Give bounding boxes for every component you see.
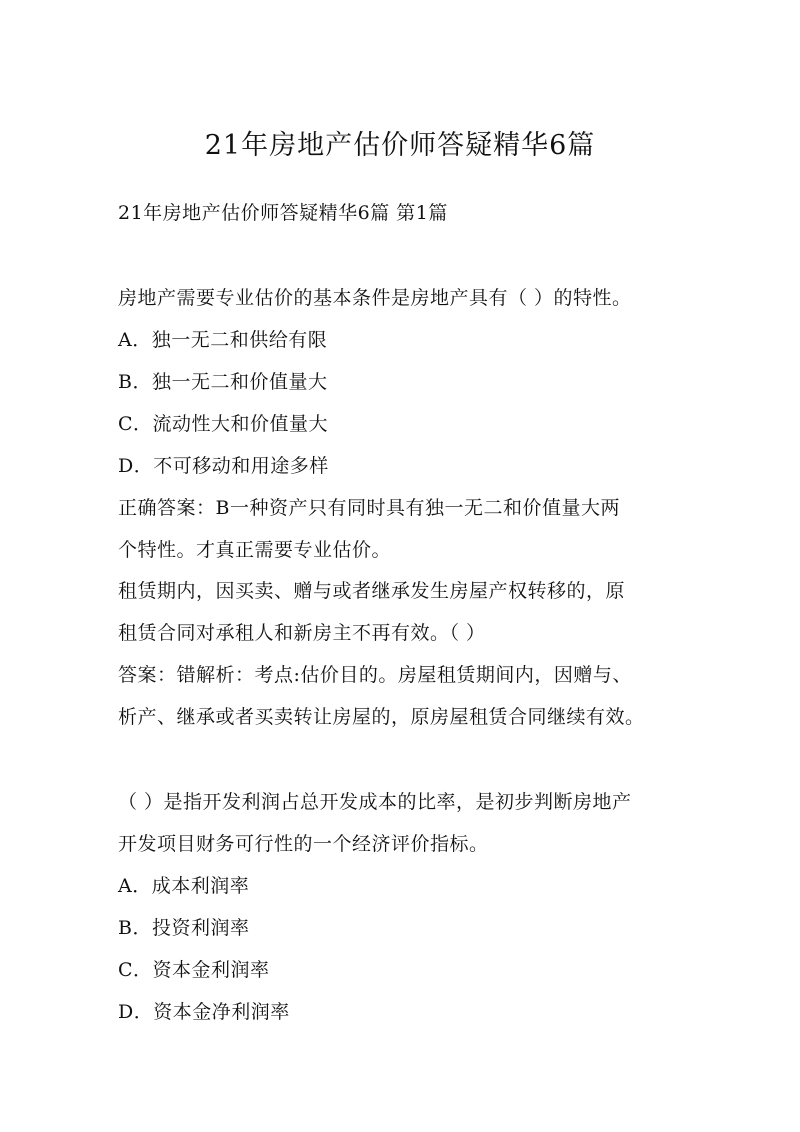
q3-question-line-2: 开发项目财务可行性的一个经济评价指标。 xyxy=(118,833,489,855)
q1-option-d: D．不可移动和用途多样 xyxy=(118,455,329,477)
q3-option-c: C．资本金利润率 xyxy=(118,959,270,981)
q1-option-b: B．独一无二和价值量大 xyxy=(118,371,328,393)
section-heading: 21年房地产估价师答疑精华6篇 第1篇 xyxy=(118,202,448,224)
q2-answer-line-2: 析产、继承或者买卖转让房屋的，原房屋租赁合同继续有效。 xyxy=(118,706,645,728)
q1-answer-line-1: 正确答案：B一种资产只有同时具有独一无二和价值量大两 xyxy=(118,497,620,519)
q1-answer-line-2: 个特性。才真正需要专业估价。 xyxy=(118,539,392,561)
q3-option-a: A．成本利润率 xyxy=(118,875,250,897)
q1-option-a: A．独一无二和供给有限 xyxy=(118,329,328,351)
q1-question: 房地产需要专业估价的基本条件是房地产具有（ ）的特性。 xyxy=(118,287,632,309)
q2-question-line-2: 租赁合同对承租人和新房主不再有效。（ ） xyxy=(118,622,486,644)
q3-question-line-1: （ ）是指开发利润占总开发成本的比率，是初步判断房地产 xyxy=(118,791,632,813)
q3-option-d: D．资本金净利润率 xyxy=(118,1001,290,1023)
q1-option-c: C．流动性大和价值量大 xyxy=(118,413,329,435)
q2-answer-line-1: 答案：错解析：考点:估价目的。房屋租赁期间内，因赠与、 xyxy=(118,664,632,686)
q3-option-b: B．投资利润率 xyxy=(118,917,250,939)
document-title: 21年房地产估价师答疑精华6篇 xyxy=(204,130,596,161)
q2-question-line-1: 租赁期内，因买卖、赠与或者继承发生房屋产权转移的，原 xyxy=(118,580,626,602)
